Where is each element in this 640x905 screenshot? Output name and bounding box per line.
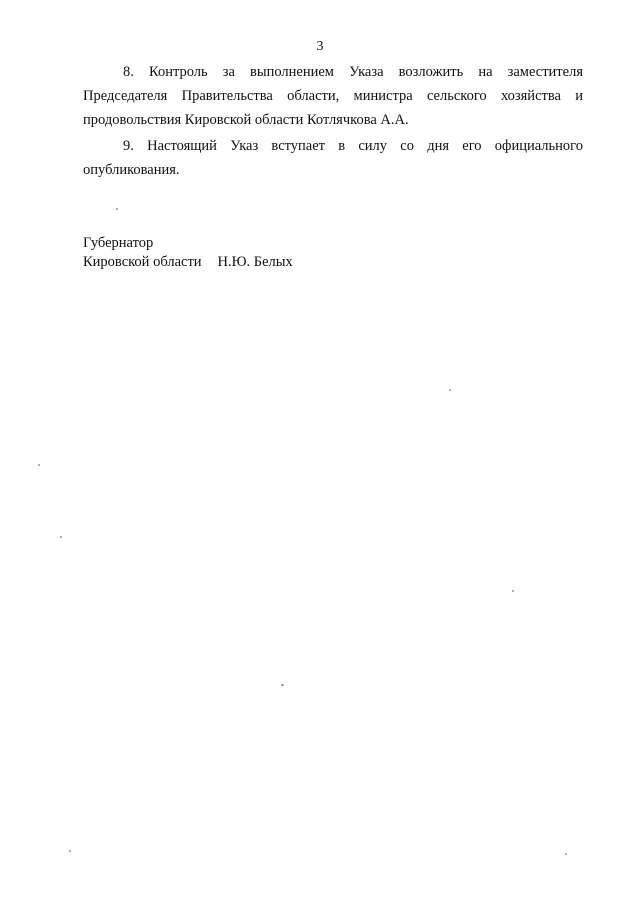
signature-name: Н.Ю. Белых: [217, 254, 293, 270]
paragraph-item-9: 9. Настоящий Указ вступает в силу со дня его официального опубликования.: [83, 138, 583, 178]
scan-speck: [60, 536, 62, 538]
paragraph-item-8: 8. Контроль за выполнением Указа возложить на заместителя Председателя Правительства области, министра сельского хозяйства и продовольствия Кировской области Котлячкова А.А.: [83, 64, 583, 128]
signature-block: [83, 234, 293, 272]
scan-speck: [449, 389, 451, 391]
scan-speck: [281, 684, 284, 686]
signature-title-line2-row: [83, 253, 293, 272]
scan-speck: [116, 208, 118, 210]
scan-speck: [69, 850, 71, 852]
scan-speck: [512, 590, 514, 592]
scan-speck: [565, 853, 567, 855]
signature-title-line1: Губернатор: [83, 235, 154, 251]
signature-title-line2: Кировской области: [83, 254, 202, 270]
scan-speck: [38, 464, 40, 466]
page-number: 3: [316, 39, 324, 54]
document-body: [83, 60, 583, 182]
